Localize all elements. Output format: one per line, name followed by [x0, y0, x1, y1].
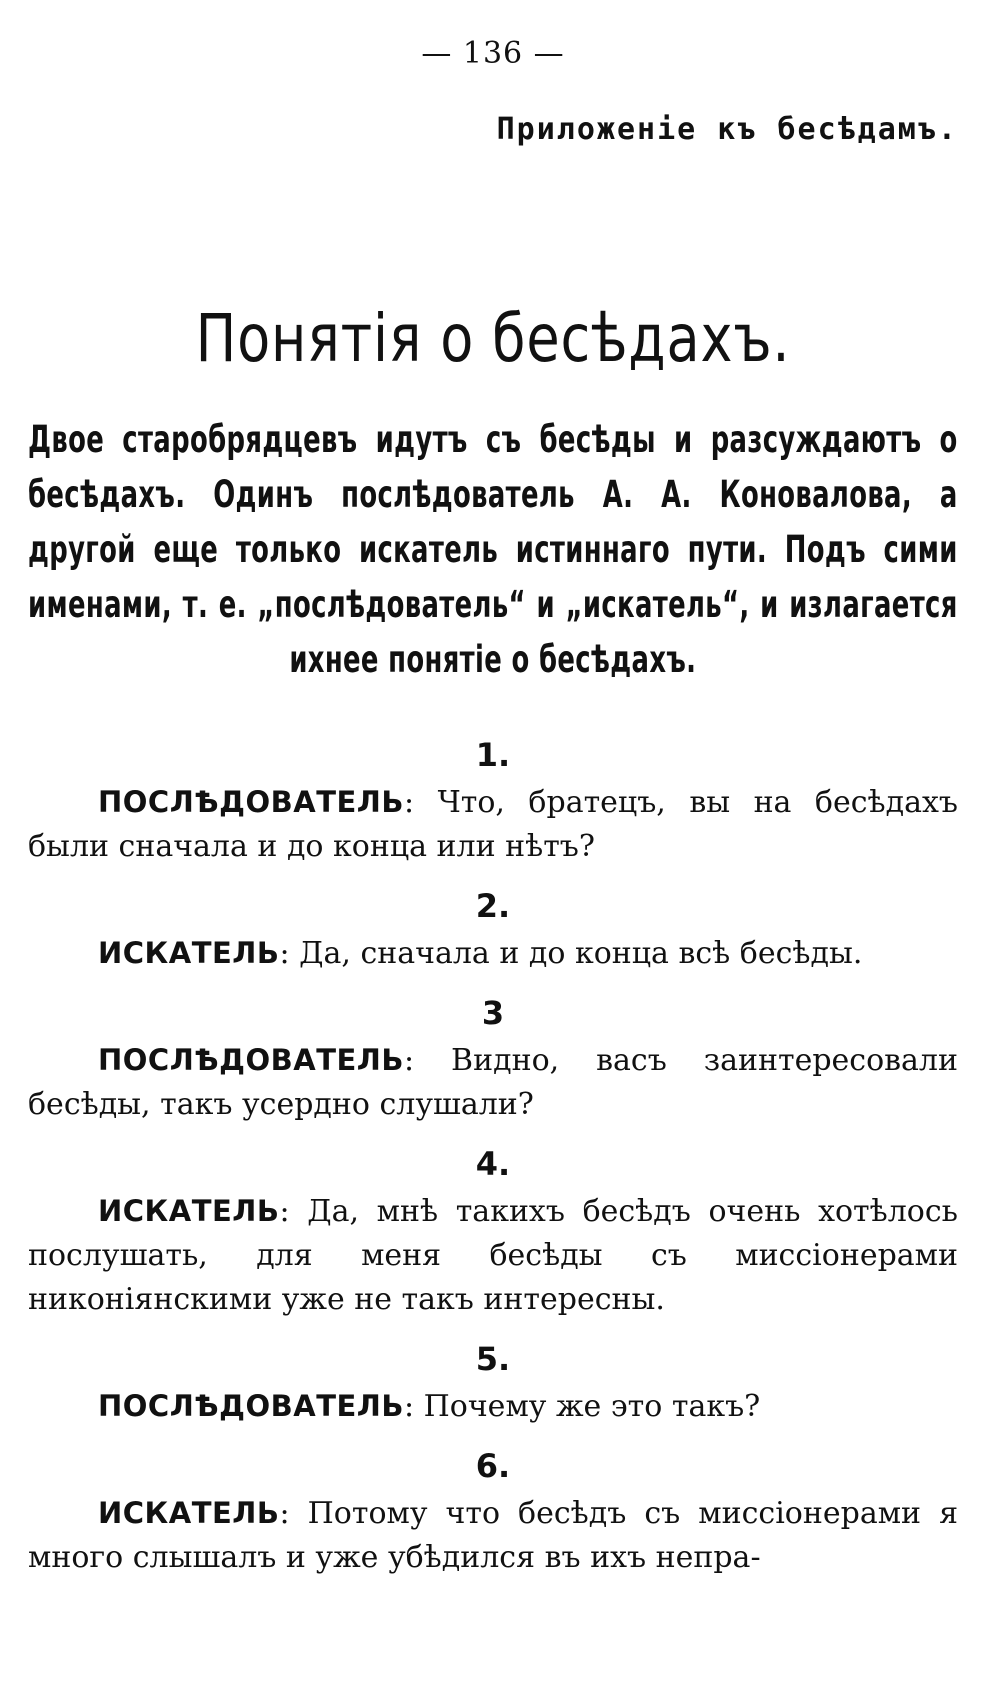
speaker-label: ИСКАТЕЛЬ — [98, 1496, 280, 1530]
exchange-number: 2. — [475, 887, 511, 925]
exchange-number: 4. — [475, 1145, 511, 1183]
speaker-label: ИСКАТЕЛЬ — [98, 936, 280, 970]
speaker-label: ПОСЛѢДОВАТЕЛЬ — [98, 785, 404, 819]
dialogue-line — [28, 1038, 958, 1127]
dialogue-line — [28, 1384, 958, 1429]
intro-paragraph — [28, 412, 958, 687]
dialogue-text: : Видно, васъ заинтересовали бесѣды, такъ усердно слушали? — [28, 1043, 958, 1122]
speaker-label: ПОСЛѢДОВАТЕЛЬ — [98, 1389, 404, 1423]
dialogue-line — [28, 780, 958, 869]
page-number: — 136 — — [421, 36, 565, 71]
dialogue-text: : Что, братецъ, вы на бесѣдахъ были сначала и до конца или нѣтъ? — [28, 785, 958, 864]
document-page — [28, 0, 958, 1694]
speaker-label: ПОСЛѢДОВАТЕЛЬ — [98, 1043, 404, 1077]
dialogue-text: : Потому что бесѣдъ съ миссіонерами я много слышалъ и уже убѣдился въ ихъ непра- — [28, 1496, 958, 1575]
dialogue-line — [28, 1491, 958, 1580]
exchange-number: 6. — [475, 1447, 511, 1485]
section-title: Понятія о бесѣдахъ. — [195, 300, 791, 377]
dialogue-text: : Да, сначала и до конца всѣ бесѣды. — [279, 936, 863, 971]
exchange-number: 1. — [475, 736, 511, 774]
dialogue — [28, 730, 958, 1592]
dialogue-line — [28, 1189, 958, 1322]
exchange-number: 3 — [481, 994, 505, 1032]
intro-text: Двое старобрядцевъ идутъ съ бесѣды и разсуждаютъ о бесѣдахъ. Одинъ послѣдователь А. А. Коновалова, а другой еще только искатель истиннаго пути. Подъ сими именами, т. е. „послѣдователь“ и „искатель“, и излагается ихнее понятіе о бесѣдахъ. — [28, 418, 958, 681]
exchange-number: 5. — [475, 1340, 511, 1378]
dialogue-text: : Почему же это такъ? — [403, 1389, 761, 1424]
dialogue-text: : Да, мнѣ такихъ бесѣдъ очень хотѣлось послушать, для меня бесѣды съ миссіонерами никоніянскими уже не такъ интересны. — [28, 1194, 958, 1317]
dialogue-line — [28, 931, 958, 976]
speaker-label: ИСКАТЕЛЬ — [98, 1194, 280, 1228]
running-head: Приложеніе къ бесѣдамъ. — [496, 112, 958, 147]
